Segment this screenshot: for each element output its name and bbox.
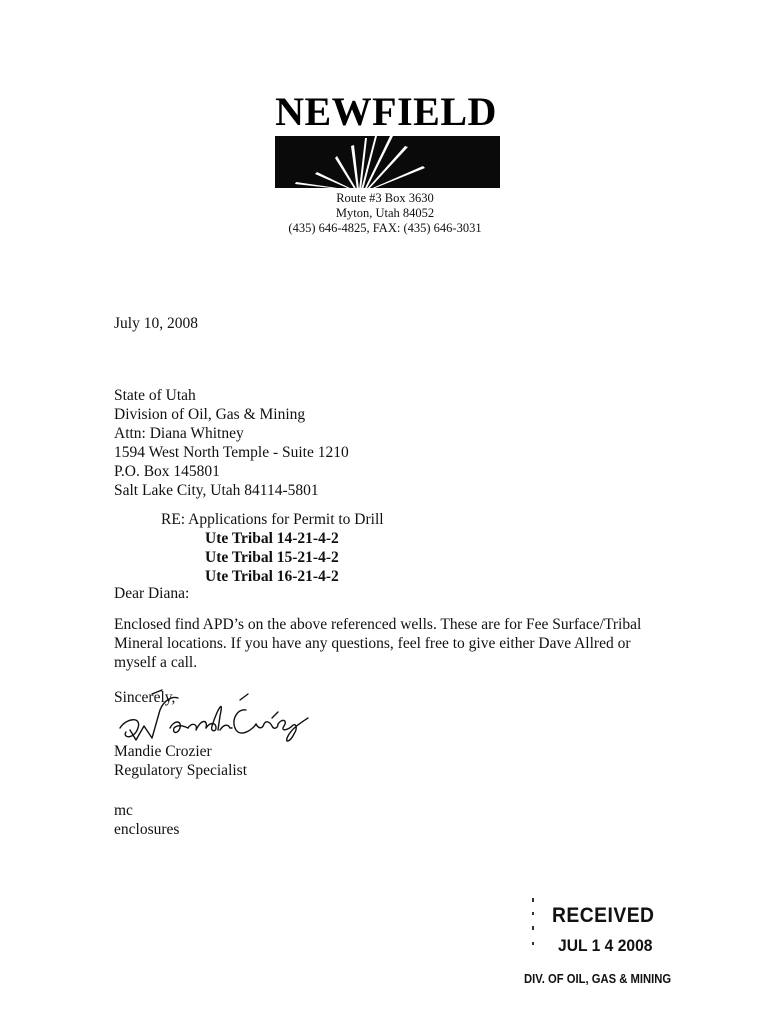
stamp-received-label: RECEIVED — [552, 904, 655, 927]
body-line: Enclosed find APD’s on the above referenced wells. These are for Fee Surface/Tribal — [114, 616, 642, 633]
well-name: Ute Tribal 14-21-4-2 — [205, 530, 339, 547]
stamp-mark — [532, 942, 534, 945]
stamp-mark — [532, 926, 534, 930]
address-line: Myton, Utah 84052 — [335, 206, 435, 220]
body-line: Mineral locations. If you have any questions, feel free to give either Dave Allred or — [114, 635, 631, 652]
recipient-line: Attn: Diana Whitney — [114, 425, 244, 442]
enclosures-note: enclosures — [114, 821, 180, 838]
company-name: NEWFIELD — [275, 89, 497, 134]
well-name: Ute Tribal 15-21-4-2 — [205, 549, 339, 566]
signer-name: Mandie Crozier — [114, 743, 212, 760]
address-line: (435) 646-4825, FAX: (435) 646-3031 — [288, 221, 482, 235]
recipient-line: Salt Lake City, Utah 84114-5801 — [114, 482, 319, 499]
stamp-division: DIV. OF OIL, GAS & MINING — [524, 972, 672, 986]
received-stamp — [510, 898, 690, 998]
recipient-line: 1594 West North Temple - Suite 1210 — [114, 444, 349, 461]
stamp-mark — [532, 898, 534, 902]
subject-line: RE: Applications for Permit to Drill — [161, 511, 384, 528]
letter-date: July 10, 2008 — [114, 315, 198, 332]
signer-title: Regulatory Specialist — [114, 762, 248, 779]
subject-block — [161, 510, 384, 586]
sunburst-logo-icon — [275, 136, 500, 190]
closing: Sincerely, — [114, 689, 176, 706]
body-line: myself a call. — [114, 654, 198, 671]
recipient-line: State of Utah — [114, 387, 196, 404]
reference-block — [114, 801, 179, 839]
body-paragraph — [114, 615, 641, 672]
recipient-address — [114, 386, 349, 500]
handwritten-signature — [112, 688, 322, 750]
recipient-line: P.O. Box 145801 — [114, 463, 220, 480]
address-line: Route #3 Box 3630 — [336, 191, 434, 205]
stamp-date: JUL 1 4 2008 — [558, 936, 653, 955]
letterhead-address — [260, 191, 510, 236]
typist-initials: mc — [114, 802, 133, 819]
recipient-line: Division of Oil, Gas & Mining — [114, 406, 306, 423]
salutation: Dear Diana: — [114, 585, 190, 602]
stamp-mark — [532, 912, 534, 915]
signer-block — [114, 742, 247, 780]
well-name: Ute Tribal 16-21-4-2 — [205, 568, 339, 585]
